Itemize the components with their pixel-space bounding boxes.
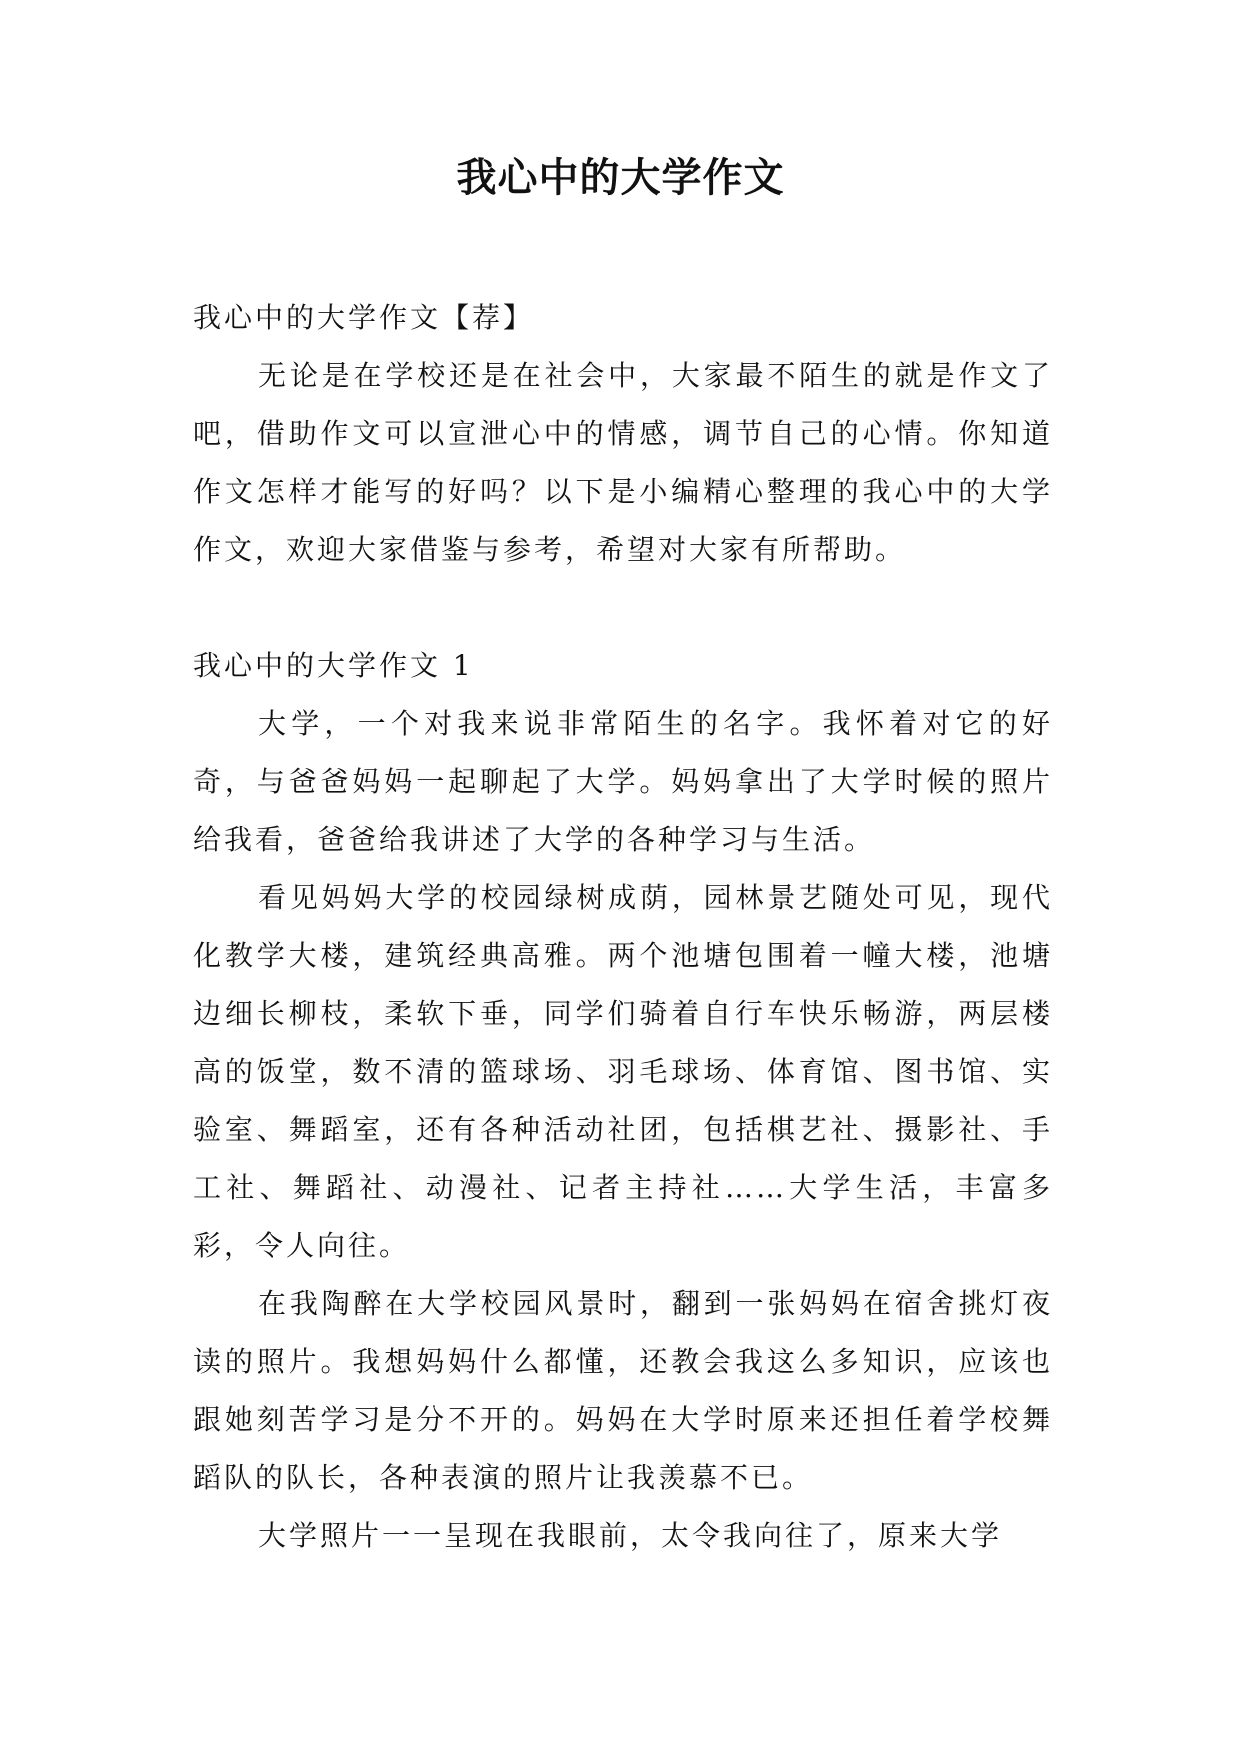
- body-paragraph: 在我陶醉在大学校园风景时，翻到一张妈妈在宿舍挑灯夜读的照片。我想妈妈什么都懂，还教会我这么多知识，应该也跟她刻苦学习是分不开的。妈妈在大学时原来还担任着学校舞蹈队的队长，各种表演的照片让我羡慕不已。: [193, 1287, 1053, 1494]
- body-paragraph: 看见妈妈大学的校园绿树成荫，园林景艺随处可见，现代化教学大楼，建筑经典高雅。两个池塘包围着一幢大楼，池塘边细长柳枝，柔软下垂，同学们骑着自行车快乐畅游，两层楼高的饭堂，数不清的篮球场、羽毛球场、体育馆、图书馆、实验室、舞蹈室，还有各种活动社团，包括棋艺社、摄影社、手工社、舞蹈社、动漫社、记者主持社……大学生活，丰富多彩，令人向往。: [193, 881, 1053, 1262]
- intro-paragraph: 无论是在学校还是在社会中，大家最不陌生的就是作文了吧，借助作文可以宣泄心中的情感，调节自己的心情。你知道作文怎样才能写的好吗？以下是小编精心整理的我心中的大学作文，欢迎大家借鉴与参考，希望对大家有所帮助。: [193, 359, 1053, 566]
- document-title: 我心中的大学作文: [456, 155, 785, 201]
- section-spacer: [193, 579, 1053, 637]
- body-paragraph: 大学照片一一呈现在我眼前，太令我向往了，原来大学: [258, 1519, 1003, 1552]
- document-body: [193, 289, 1053, 1565]
- section-heading: 我心中的大学作文 1: [193, 649, 474, 682]
- document-subtitle: 我心中的大学作文【荐】: [193, 301, 535, 334]
- body-paragraph: 大学，一个对我来说非常陌生的名字。我怀着对它的好奇，与爸爸妈妈一起聊起了大学。妈妈拿出了大学时候的照片给我看，爸爸给我讲述了大学的各种学习与生活。: [193, 707, 1053, 856]
